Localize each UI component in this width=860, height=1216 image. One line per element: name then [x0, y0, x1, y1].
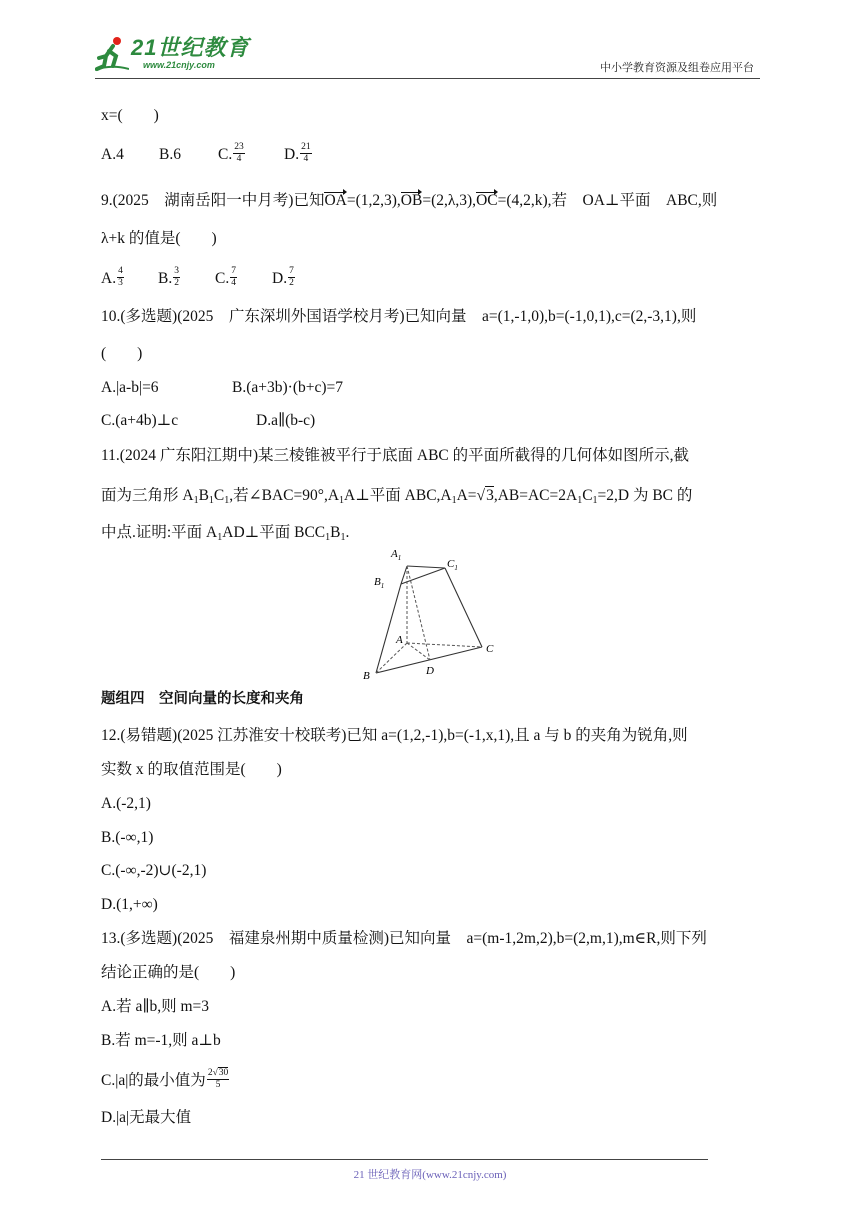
q8-option-d: D. $\frac{21}{4}$ — [284, 142, 311, 164]
footer-text[interactable]: 21 世纪教育网(www.21cnjy.com) — [353, 1169, 507, 1181]
page-header — [95, 34, 760, 79]
q9-option-b: B. $\frac{3}{2}$ — [158, 266, 179, 288]
q13-option-a: A.若 a∥b,则 m=3 — [101, 998, 210, 1015]
site-logo[interactable] — [95, 36, 249, 72]
q12-option-b: B.(-∞,1) — [101, 829, 154, 846]
q13-stem-line1: 13.(多选题)(2025 福建泉州期中质量检测)已知向量 a=(m-1,2m,2),b=(2,m,1),m∈R,则下列 — [101, 930, 707, 947]
footer-divider — [101, 1159, 708, 1160]
label-a: A — [396, 634, 403, 646]
q10-stem-line2: ( ) — [101, 345, 143, 362]
q9-option-a: A. $\frac{4}{3}$ — [101, 266, 123, 288]
q11-stem-line2: 面为三角形 $A_1B_1C_1$,若$\angle BAC=90^\circ,A_1A\perp$平面 $ABC,A_1A=√3,AB=AC=2A_1C_1=2,D$ 为 BC 的 — [101, 487, 693, 506]
q13-option-c: C.|a|的最小值为 $\frac{2√30}{5}$ — [101, 1068, 229, 1090]
label-b1: $B_1$ — [374, 576, 385, 590]
q10-stem-line1: 10.(多选题)(2025 广东深圳外国语学校月考)已知向量 a=(1,-1,0),b=(-1,0,1),c=(2,-3,1),则 — [101, 308, 697, 325]
vector-oa: OA — [324, 192, 347, 209]
q12-option-a: A.(-2,1) — [101, 795, 151, 812]
q9-options — [101, 268, 296, 291]
q9-stem-line1: 9.(2025 湖南岳阳一中月考)已知OA=(1,2,3),OB=(2,λ,3),OC=(4,2,k),若 OA⊥平面 ABC,则 — [101, 192, 718, 209]
q10-option-c: C.(a+4b)⊥c — [101, 412, 179, 429]
q11-stem-line1: 11.(2024 广东阳江期中)某三棱锥被平行于底面 ABC 的平面所截得的几何体如图所示,截 — [101, 447, 689, 464]
q12-stem-line1: 12.(易错题)(2025 江苏淮安十校联考)已知 a=(1,2,-1),b=(-1,x,1),且 a 与 b 的夹角为锐角,则 — [101, 727, 688, 744]
label-b: B — [363, 670, 370, 682]
q10-options-row1 — [101, 378, 343, 398]
logo-url: www.21cnjy.com — [143, 60, 215, 70]
q9-stem-line2: λ+k 的值是( ) — [101, 230, 217, 247]
q9-option-c: C. $\frac{7}{4}$ — [215, 266, 236, 288]
q10-options-row2 — [101, 411, 315, 431]
runner-logo-icon — [95, 36, 129, 72]
q13-option-b: B.若 m=-1,则 a⊥b — [101, 1032, 221, 1049]
label-d: D — [426, 665, 434, 677]
q8-option-b: B.6 — [159, 146, 181, 164]
label-a1: $A_1$ — [391, 548, 402, 562]
q8-stem-tail: x=( ) — [101, 107, 159, 124]
q8-option-a: A.4 — [101, 146, 124, 164]
logo-wordmark: 21世纪教育 — [131, 35, 250, 60]
q12-stem-line2: 实数 x 的取值范围是( ) — [101, 761, 282, 778]
q8-options — [101, 144, 313, 167]
label-c: C — [486, 643, 494, 655]
label-c1: $C_1$ — [447, 558, 458, 572]
section-title: 题组四 空间向量的长度和夹角 — [101, 691, 304, 707]
q11-stem-line3: 中点.证明:平面 $A_1AD\perp$平面 $BCC_1B_1$. — [101, 524, 350, 543]
vector-oc: OC — [476, 192, 498, 209]
q8-option-c: C. $\frac{23}{4}$ — [218, 142, 244, 164]
q12-option-c: C.(-∞,-2)∪(-2,1) — [101, 862, 207, 879]
q10-option-d: D.a∥(b-c) — [256, 412, 316, 429]
q10-option-b: B.(a+3b)·(b+c)=7 — [232, 379, 344, 396]
q11-frustum-figure — [358, 545, 518, 685]
q9-option-d: D. $\frac{7}{2}$ — [272, 266, 294, 288]
frustum-diagram — [358, 545, 518, 685]
q13-stem-line2: 结论正确的是( ) — [101, 964, 236, 981]
header-tagline: 中小学教育资源及组卷应用平台 — [600, 61, 754, 74]
q12-option-d: D.(1,+∞) — [101, 896, 158, 913]
q13-option-d: D.|a|无最大值 — [101, 1109, 192, 1126]
vector-ob: OB — [400, 192, 423, 209]
q10-option-a: A.|a-b|=6 — [101, 379, 159, 396]
